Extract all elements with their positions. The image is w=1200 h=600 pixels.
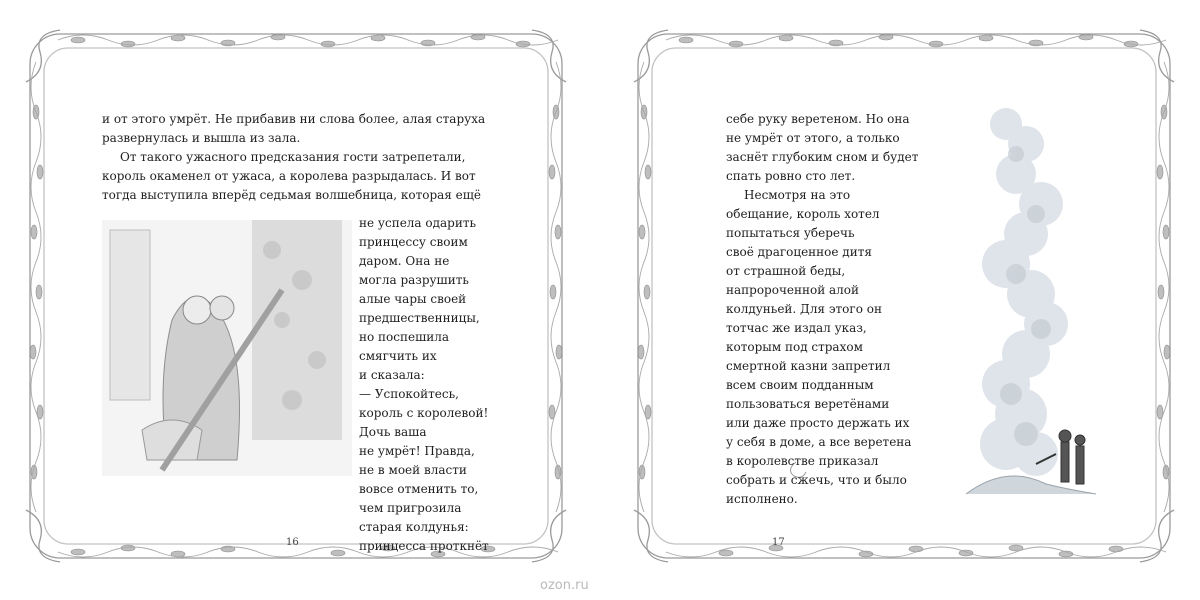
- text-line: Несмотря на это: [744, 188, 851, 202]
- text-line: — Успокойтесь,: [359, 387, 459, 401]
- text-line: заснёт глубоким сном и будет: [726, 150, 919, 164]
- text-line: которым под страхом: [726, 340, 863, 354]
- king-queen-illustration-icon: [102, 220, 352, 476]
- text-line: не в моей власти: [359, 463, 467, 477]
- text-line: смягчить их: [359, 349, 437, 363]
- text-line: обещание, король хотел: [726, 207, 880, 221]
- paragraph-2: От такого ужасного предсказания гости затрепетали, король окаменел от ужаса, а королева разрыдалась. И вот тогда выступила вперёд седьмая волшебница, которая ещё: [102, 150, 482, 202]
- text-line: не умрёт от этого, а только: [726, 131, 900, 145]
- text-line: тотчас же издал указ,: [726, 321, 867, 335]
- text-line: не умрёт! Правда,: [359, 444, 475, 458]
- left-page: [18, 22, 574, 570]
- text-line: от страшной беды,: [726, 264, 846, 278]
- left-top-text: [102, 110, 486, 205]
- text-line: попытаться уберечь: [726, 226, 855, 240]
- text-line: не успела одарить: [359, 216, 477, 230]
- text-line: пользоваться веретёнами: [726, 397, 890, 411]
- text-line: Дочь ваша: [359, 425, 427, 439]
- text-line: всем своим подданным: [726, 378, 874, 392]
- text-line: собрать и сжечь, что и было: [726, 473, 907, 487]
- text-line: в королевстве приказал: [726, 454, 879, 468]
- text-line: могла разрушить: [359, 273, 469, 287]
- text-line: напророченной алой: [726, 283, 860, 297]
- text-line: спать ровно сто лет.: [726, 169, 856, 183]
- text-line: исполнено.: [726, 492, 798, 506]
- right-text: [726, 110, 948, 509]
- text-line: старая колдунья:: [359, 520, 469, 534]
- watermark: ozon.ru: [540, 578, 589, 593]
- page-number: 17: [772, 537, 785, 548]
- text-line: и сказала:: [359, 368, 425, 382]
- smoke-bonfire-illustration-icon: [946, 94, 1132, 514]
- text-line: у себя в доме, а все веретена: [726, 435, 912, 449]
- paragraph-1: и от этого умрёт. Не прибавив ни слова более, алая старуха развернулась и вышла из зала.: [102, 112, 486, 145]
- text-line: предшественницы,: [359, 311, 480, 325]
- text-line: чем пригрозила: [359, 501, 462, 515]
- text-line: смертной казни запретил: [726, 359, 891, 373]
- text-line: своё драгоценное дитя: [726, 245, 872, 259]
- text-line: алые чары своей: [359, 292, 467, 306]
- text-line: король с королевой!: [359, 406, 489, 420]
- text-line: принцесса проткнёт: [359, 539, 489, 553]
- text-line: колдуньей. Для этого он: [726, 302, 882, 316]
- right-page: [626, 22, 1182, 570]
- text-line: даром. Она не: [359, 254, 450, 268]
- text-line: вовсе отменить то,: [359, 482, 479, 496]
- text-line: или даже просто держать их: [726, 416, 910, 430]
- text-line: себе руку веретеном. Но она: [726, 112, 910, 126]
- left-column-text: [359, 214, 499, 556]
- text-line: но поспешила: [359, 330, 450, 344]
- text-line: принцессу своим: [359, 235, 468, 249]
- page-number: 16: [286, 537, 299, 548]
